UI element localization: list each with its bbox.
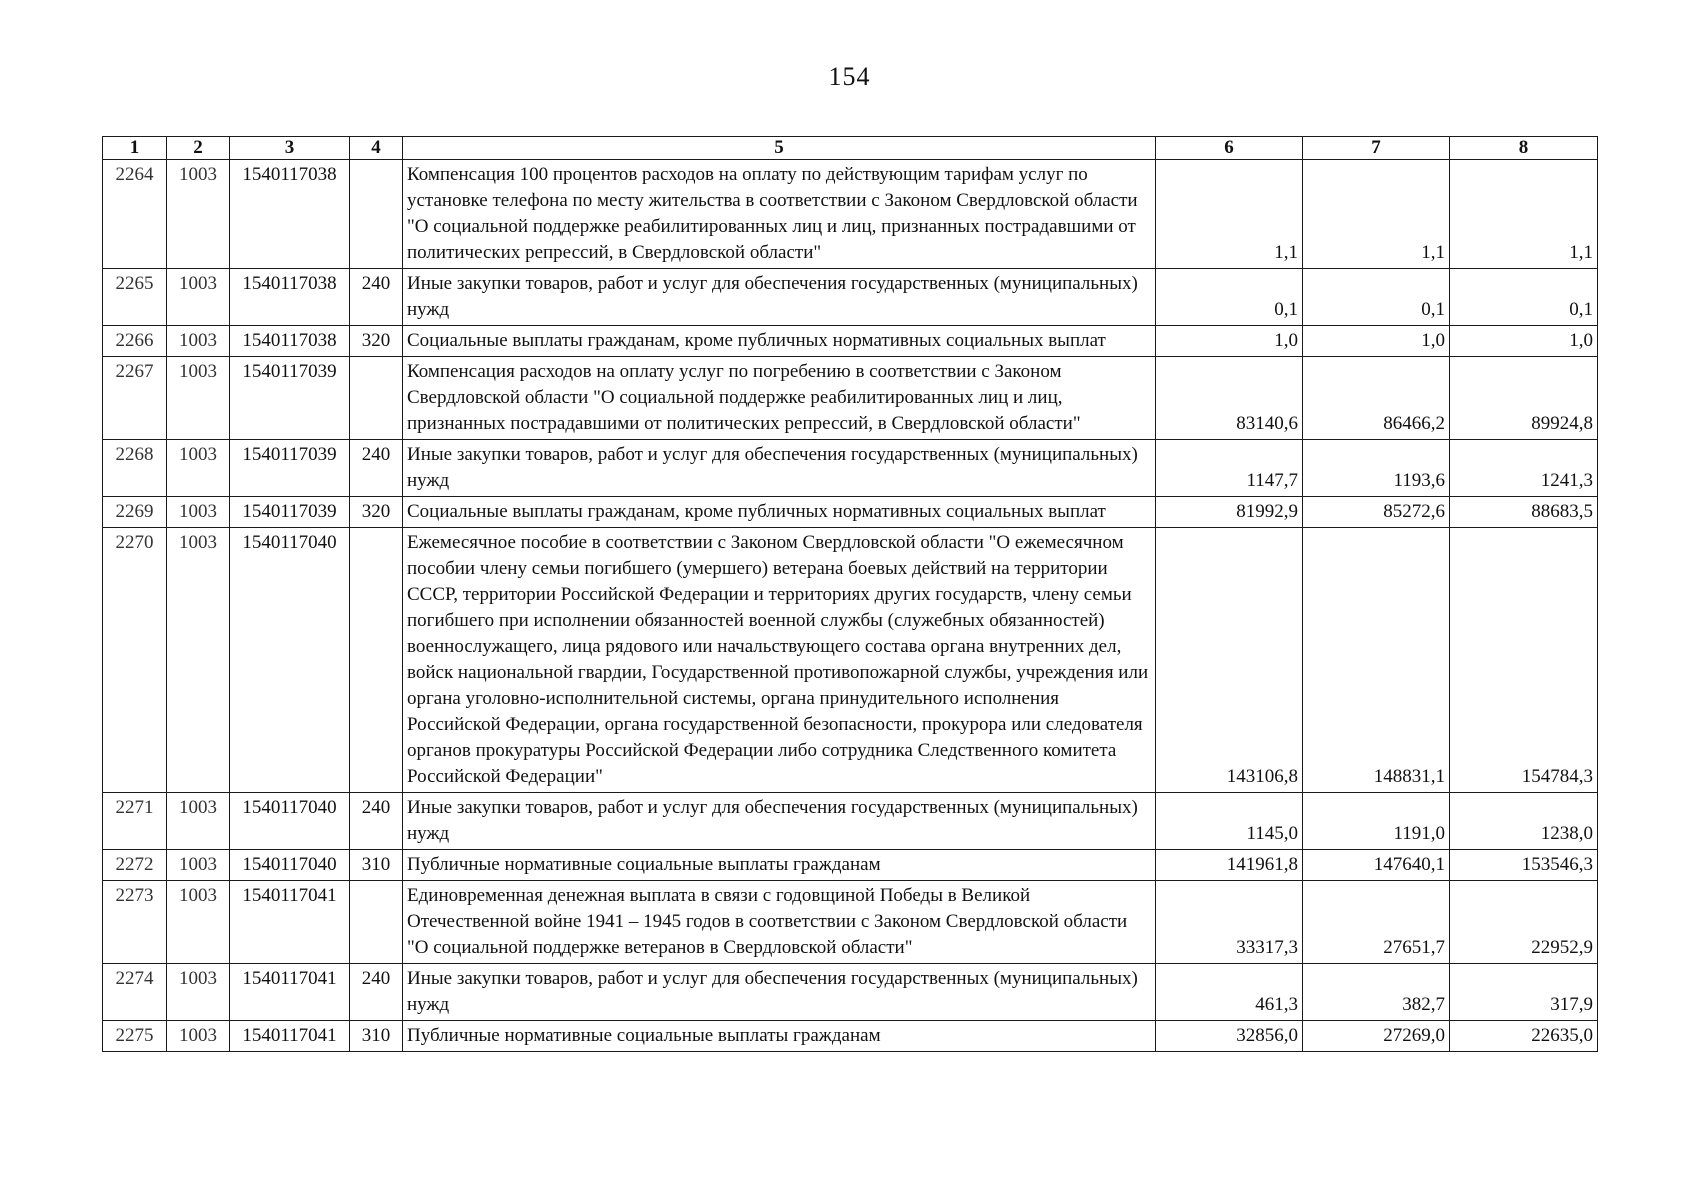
section-code: 1003 bbox=[167, 160, 230, 269]
target-article-code: 1540117038 bbox=[230, 326, 350, 357]
section-code: 1003 bbox=[167, 850, 230, 881]
budget-table bbox=[102, 136, 1598, 1052]
row-number: 2269 bbox=[103, 497, 167, 528]
section-code: 1003 bbox=[167, 528, 230, 793]
item-description: Ежемесячное пособие в соответствии с Законом Свердловской области "О ежемесячном пособии члену семьи погибшего (умершего) ветерана боевых действий на территории СССР, территории Российской Федерации и территориях других государств, члену семьи погибшего при исполнении обязанностей военной службы (служебных обязанностей) военнослужащего, лица рядового или начальствующего состава органа внутренних дел, войск национальной гвардии, Государственной противопожарной службы, учреждения или органа уголовно-исполнительной системы, органа принудительного исполнения Российской Федерации, органа государственной безопасности, прокурора или следователя органов прокуратуры Российской Федерации либо сотрудника Следственного комитета Российской Федерации" bbox=[403, 528, 1156, 793]
header-row bbox=[103, 137, 1598, 160]
amount-col-8: 1238,0 bbox=[1450, 793, 1598, 850]
expense-type-code bbox=[350, 881, 403, 964]
amount-col-7: 1193,6 bbox=[1303, 440, 1450, 497]
item-description: Социальные выплаты гражданам, кроме публичных нормативных социальных выплат bbox=[403, 326, 1156, 357]
expense-type-code bbox=[350, 528, 403, 793]
amount-col-6: 1145,0 bbox=[1156, 793, 1303, 850]
amount-col-7: 1,0 bbox=[1303, 326, 1450, 357]
item-description: Иные закупки товаров, работ и услуг для обеспечения государственных (муниципальных) нужд bbox=[403, 269, 1156, 326]
item-description: Публичные нормативные социальные выплаты гражданам bbox=[403, 1021, 1156, 1052]
amount-col-7: 147640,1 bbox=[1303, 850, 1450, 881]
amount-col-7: 0,1 bbox=[1303, 269, 1450, 326]
amount-col-6: 1147,7 bbox=[1156, 440, 1303, 497]
item-description: Компенсация расходов на оплату услуг по погребению в соответствии с Законом Свердловской области "О социальной поддержке реабилитированных лиц и лиц, признанных пострадавшими от политических репрессий, в Свердловской области" bbox=[403, 357, 1156, 440]
table-row bbox=[103, 1021, 1598, 1052]
amount-col-6: 1,0 bbox=[1156, 326, 1303, 357]
amount-col-8: 22952,9 bbox=[1450, 881, 1598, 964]
amount-col-6: 143106,8 bbox=[1156, 528, 1303, 793]
amount-col-8: 317,9 bbox=[1450, 964, 1598, 1021]
item-description: Иные закупки товаров, работ и услуг для обеспечения государственных (муниципальных) нужд bbox=[403, 793, 1156, 850]
table-row bbox=[103, 160, 1598, 269]
amount-col-8: 1241,3 bbox=[1450, 440, 1598, 497]
amount-col-6: 0,1 bbox=[1156, 269, 1303, 326]
row-number: 2268 bbox=[103, 440, 167, 497]
amount-col-8: 88683,5 bbox=[1450, 497, 1598, 528]
expense-type-code bbox=[350, 160, 403, 269]
row-number: 2266 bbox=[103, 326, 167, 357]
target-article-code: 1540117041 bbox=[230, 1021, 350, 1052]
amount-col-8: 1,1 bbox=[1450, 160, 1598, 269]
table-body bbox=[103, 160, 1598, 1052]
row-number: 2272 bbox=[103, 850, 167, 881]
amount-col-8: 0,1 bbox=[1450, 269, 1598, 326]
amount-col-7: 86466,2 bbox=[1303, 357, 1450, 440]
table-row bbox=[103, 964, 1598, 1021]
amount-col-7: 27269,0 bbox=[1303, 1021, 1450, 1052]
section-code: 1003 bbox=[167, 269, 230, 326]
expense-type-code: 310 bbox=[350, 850, 403, 881]
amount-col-7: 1,1 bbox=[1303, 160, 1450, 269]
table-row bbox=[103, 528, 1598, 793]
amount-col-7: 382,7 bbox=[1303, 964, 1450, 1021]
row-number: 2275 bbox=[103, 1021, 167, 1052]
section-code: 1003 bbox=[167, 326, 230, 357]
header-col-6: 6 bbox=[1156, 137, 1303, 160]
item-description: Единовременная денежная выплата в связи с годовщиной Победы в Великой Отечественной войне 1941 – 1945 годов в соответствии с Законом Свердловской области "О социальной поддержке ветеранов в Свердловской области" bbox=[403, 881, 1156, 964]
amount-col-8: 89924,8 bbox=[1450, 357, 1598, 440]
amount-col-6: 81992,9 bbox=[1156, 497, 1303, 528]
row-number: 2265 bbox=[103, 269, 167, 326]
item-description: Иные закупки товаров, работ и услуг для обеспечения государственных (муниципальных) нужд bbox=[403, 440, 1156, 497]
amount-col-6: 461,3 bbox=[1156, 964, 1303, 1021]
target-article-code: 1540117038 bbox=[230, 160, 350, 269]
table-row bbox=[103, 357, 1598, 440]
section-code: 1003 bbox=[167, 497, 230, 528]
section-code: 1003 bbox=[167, 793, 230, 850]
table-row bbox=[103, 793, 1598, 850]
row-number: 2267 bbox=[103, 357, 167, 440]
target-article-code: 1540117038 bbox=[230, 269, 350, 326]
section-code: 1003 bbox=[167, 357, 230, 440]
table-header bbox=[103, 137, 1598, 160]
amount-col-7: 85272,6 bbox=[1303, 497, 1450, 528]
row-number: 2273 bbox=[103, 881, 167, 964]
expense-type-code bbox=[350, 357, 403, 440]
amount-col-8: 1,0 bbox=[1450, 326, 1598, 357]
expense-type-code: 240 bbox=[350, 793, 403, 850]
expense-type-code: 240 bbox=[350, 440, 403, 497]
header-col-1: 1 bbox=[103, 137, 167, 160]
expense-type-code: 310 bbox=[350, 1021, 403, 1052]
header-col-3: 3 bbox=[230, 137, 350, 160]
table-row bbox=[103, 850, 1598, 881]
header-col-2: 2 bbox=[167, 137, 230, 160]
expense-type-code: 240 bbox=[350, 269, 403, 326]
amount-col-7: 148831,1 bbox=[1303, 528, 1450, 793]
item-description: Публичные нормативные социальные выплаты гражданам bbox=[403, 850, 1156, 881]
table-row bbox=[103, 497, 1598, 528]
table-row bbox=[103, 881, 1598, 964]
item-description: Компенсация 100 процентов расходов на оплату по действующим тарифам услуг по установке телефона по месту жительства в соответствии с Законом Свердловской области "О социальной поддержке реабилитированных лиц и лиц, признанных пострадавшими от политических репрессий, в Свердловской области" bbox=[403, 160, 1156, 269]
row-number: 2264 bbox=[103, 160, 167, 269]
header-col-7: 7 bbox=[1303, 137, 1450, 160]
amount-col-6: 32856,0 bbox=[1156, 1021, 1303, 1052]
amount-col-6: 83140,6 bbox=[1156, 357, 1303, 440]
table-row bbox=[103, 440, 1598, 497]
expense-type-code: 320 bbox=[350, 326, 403, 357]
item-description: Социальные выплаты гражданам, кроме публичных нормативных социальных выплат bbox=[403, 497, 1156, 528]
target-article-code: 1540117040 bbox=[230, 850, 350, 881]
section-code: 1003 bbox=[167, 1021, 230, 1052]
amount-col-8: 22635,0 bbox=[1450, 1021, 1598, 1052]
amount-col-6: 141961,8 bbox=[1156, 850, 1303, 881]
section-code: 1003 bbox=[167, 964, 230, 1021]
expense-type-code: 320 bbox=[350, 497, 403, 528]
header-col-8: 8 bbox=[1450, 137, 1598, 160]
target-article-code: 1540117039 bbox=[230, 497, 350, 528]
header-col-5: 5 bbox=[403, 137, 1156, 160]
table-row bbox=[103, 269, 1598, 326]
amount-col-6: 33317,3 bbox=[1156, 881, 1303, 964]
amount-col-8: 153546,3 bbox=[1450, 850, 1598, 881]
table-row bbox=[103, 326, 1598, 357]
amount-col-7: 27651,7 bbox=[1303, 881, 1450, 964]
amount-col-7: 1191,0 bbox=[1303, 793, 1450, 850]
target-article-code: 1540117040 bbox=[230, 793, 350, 850]
row-number: 2270 bbox=[103, 528, 167, 793]
page-number: 154 bbox=[828, 62, 871, 91]
amount-col-6: 1,1 bbox=[1156, 160, 1303, 269]
expense-type-code: 240 bbox=[350, 964, 403, 1021]
target-article-code: 1540117040 bbox=[230, 528, 350, 793]
section-code: 1003 bbox=[167, 440, 230, 497]
section-code: 1003 bbox=[167, 881, 230, 964]
target-article-code: 1540117041 bbox=[230, 964, 350, 1021]
item-description: Иные закупки товаров, работ и услуг для обеспечения государственных (муниципальных) нужд bbox=[403, 964, 1156, 1021]
row-number: 2271 bbox=[103, 793, 167, 850]
amount-col-8: 154784,3 bbox=[1450, 528, 1598, 793]
header-col-4: 4 bbox=[350, 137, 403, 160]
target-article-code: 1540117039 bbox=[230, 357, 350, 440]
row-number: 2274 bbox=[103, 964, 167, 1021]
target-article-code: 1540117039 bbox=[230, 440, 350, 497]
target-article-code: 1540117041 bbox=[230, 881, 350, 964]
